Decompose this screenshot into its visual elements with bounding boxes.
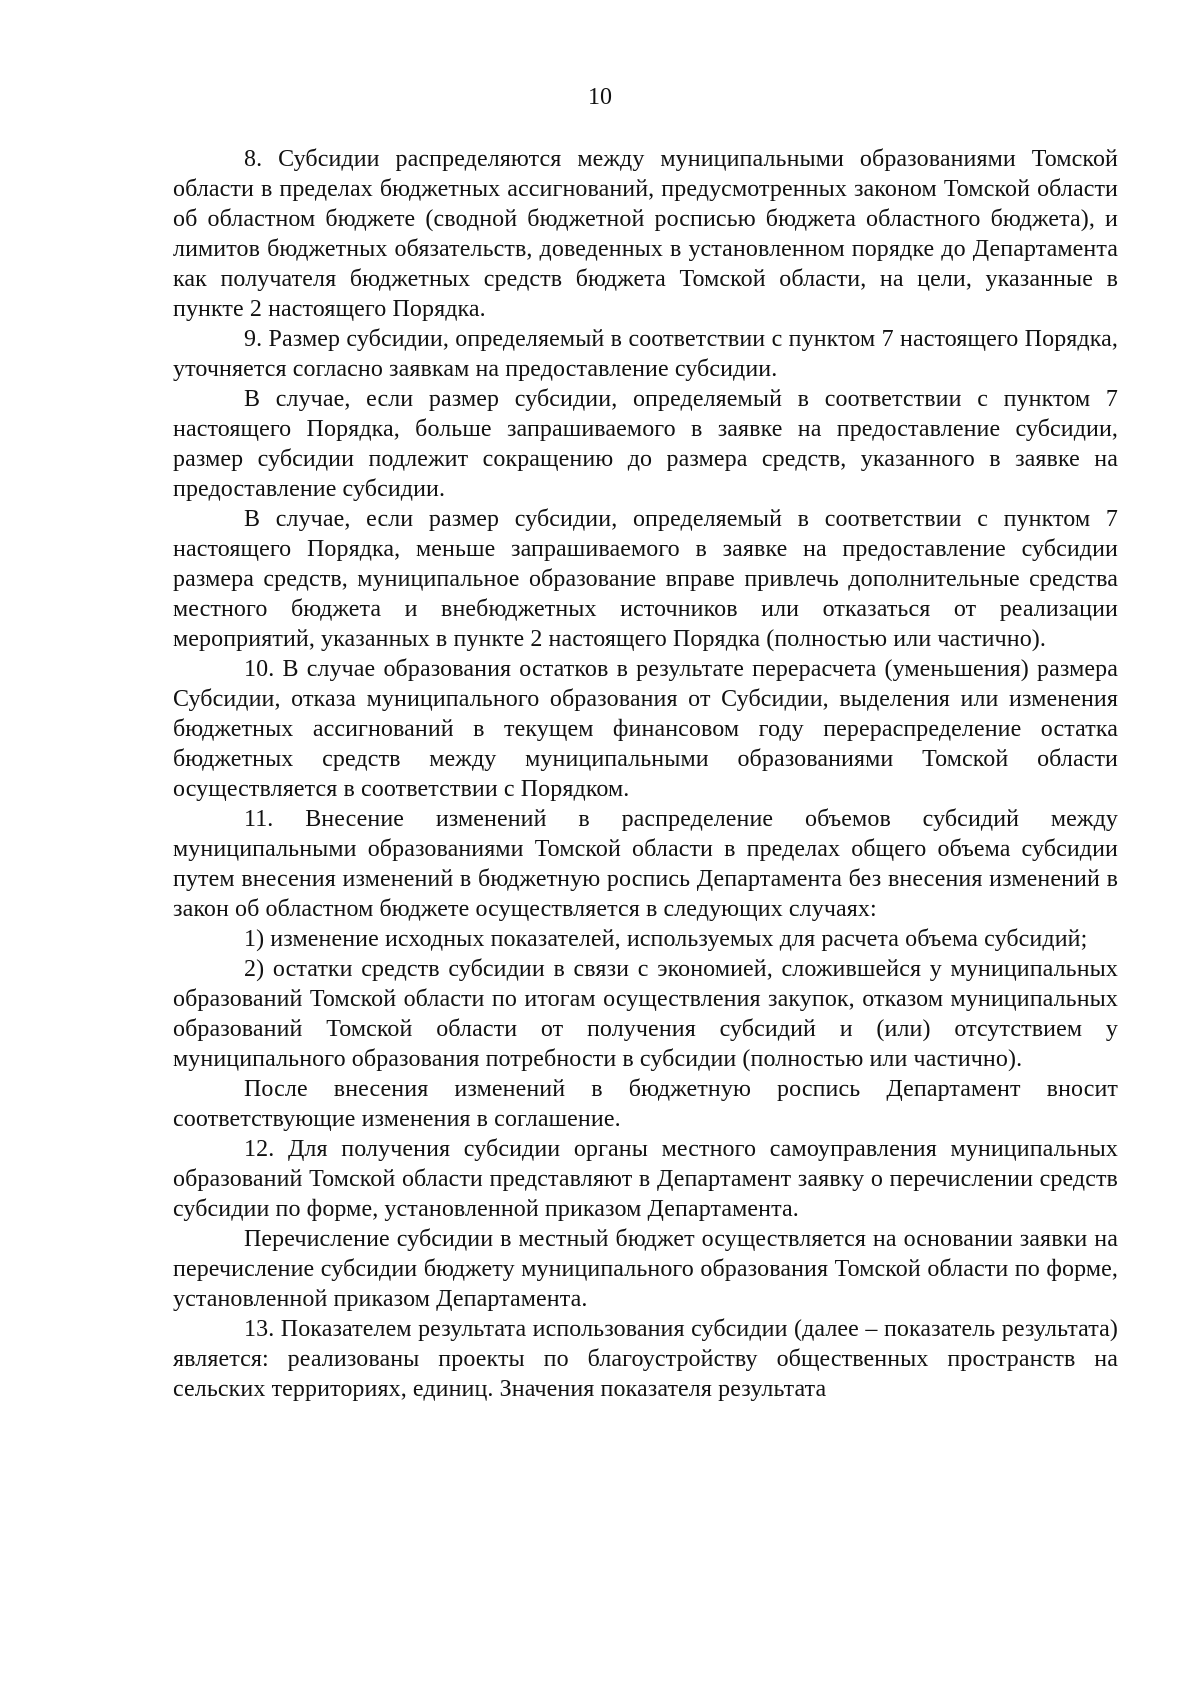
paragraph-10: 10. В случае образования остатков в результате перерасчета (уменьшения) размера Субсидии, отказа муниципального образования от Субсидии, выделения или изменения бюджетных ассигнований в текущем финансовом году перераспределение остатка бюджетных средств между муниципальными образованиями Томской области осуществляется в соответствии с Порядком. <box>173 656 1118 802</box>
paragraph-9-case-less: В случае, если размер субсидии, определяемый в соответствии с пунктом 7 настоящего Порядка, меньше запрашиваемого в заявке на предоставление субсидии размера средств, муниципальное образование вправе привлечь дополнительные средства местного бюджета и внебюджетных источников или отказаться от реализации мероприятий, указанных в пункте 2 настоящего Порядка (полностью или частично). <box>173 506 1118 652</box>
page-number: 10 <box>588 84 612 110</box>
paragraph-9: 9. Размер субсидии, определяемый в соответствии с пунктом 7 настоящего Порядка, уточняется согласно заявкам на предоставление субсидии. <box>173 326 1118 382</box>
paragraph-9-case-greater: В случае, если размер субсидии, определяемый в соответствии с пунктом 7 настоящего Порядка, больше запрашиваемого в заявке на предоставление субсидии, размер субсидии подлежит сокращению до размера средств, указанного в заявке на предоставление субсидии. <box>173 386 1118 502</box>
paragraph-12-transfer: Перечисление субсидии в местный бюджет осуществляется на основании заявки на перечисление субсидии бюджету муниципального образования Томской области по форме, установленной приказом Департамента. <box>173 1226 1118 1312</box>
paragraph-13: 13. Показателем результата использования субсидии (далее – показатель результата) является: реализованы проекты по благоустройству общественных пространств на сельских территориях, единиц. Значения показателя результата <box>173 1316 1118 1402</box>
document-body <box>173 144 1118 1404</box>
paragraph-11: 11. Внесение изменений в распределение объемов субсидий между муниципальными образованиями Томской области в пределах общего объема субсидии путем внесения изменений в бюджетную роспись Департамента без внесения изменений в закон об областном бюджете осуществляется в следующих случаях: <box>173 806 1118 922</box>
paragraph-12: 12. Для получения субсидии органы местного самоуправления муниципальных образований Томской области представляют в Департамент заявку о перечислении средств субсидии по форме, установленной приказом Департамента. <box>173 1136 1118 1222</box>
paragraph-11-item-1: 1) изменение исходных показателей, используемых для расчета объема субсидий; <box>244 926 1088 952</box>
paragraph-11-item-2: 2) остатки средств субсидии в связи с экономией, сложившейся у муниципальных образований Томской области по итогам осуществления закупок, отказом муниципальных образований Томской области от получения субсидий и (или) отсутствием у муниципального образования потребности в субсидии (полностью или частично). <box>173 956 1118 1072</box>
paragraph-8: 8. Субсидии распределяются между муниципальными образованиями Томской области в пределах бюджетных ассигнований, предусмотренных законом Томской области об областном бюджете (сводной бюджетной росписью бюджета областного бюджета), и лимитов бюджетных обязательств, доведенных в установленном порядке до Департамента как получателя бюджетных средств бюджета Томской области, на цели, указанные в пункте 2 настоящего Порядка. <box>173 146 1118 322</box>
paragraph-11-note: После внесения изменений в бюджетную роспись Департамент вносит соответствующие изменения в соглашение. <box>173 1076 1118 1132</box>
